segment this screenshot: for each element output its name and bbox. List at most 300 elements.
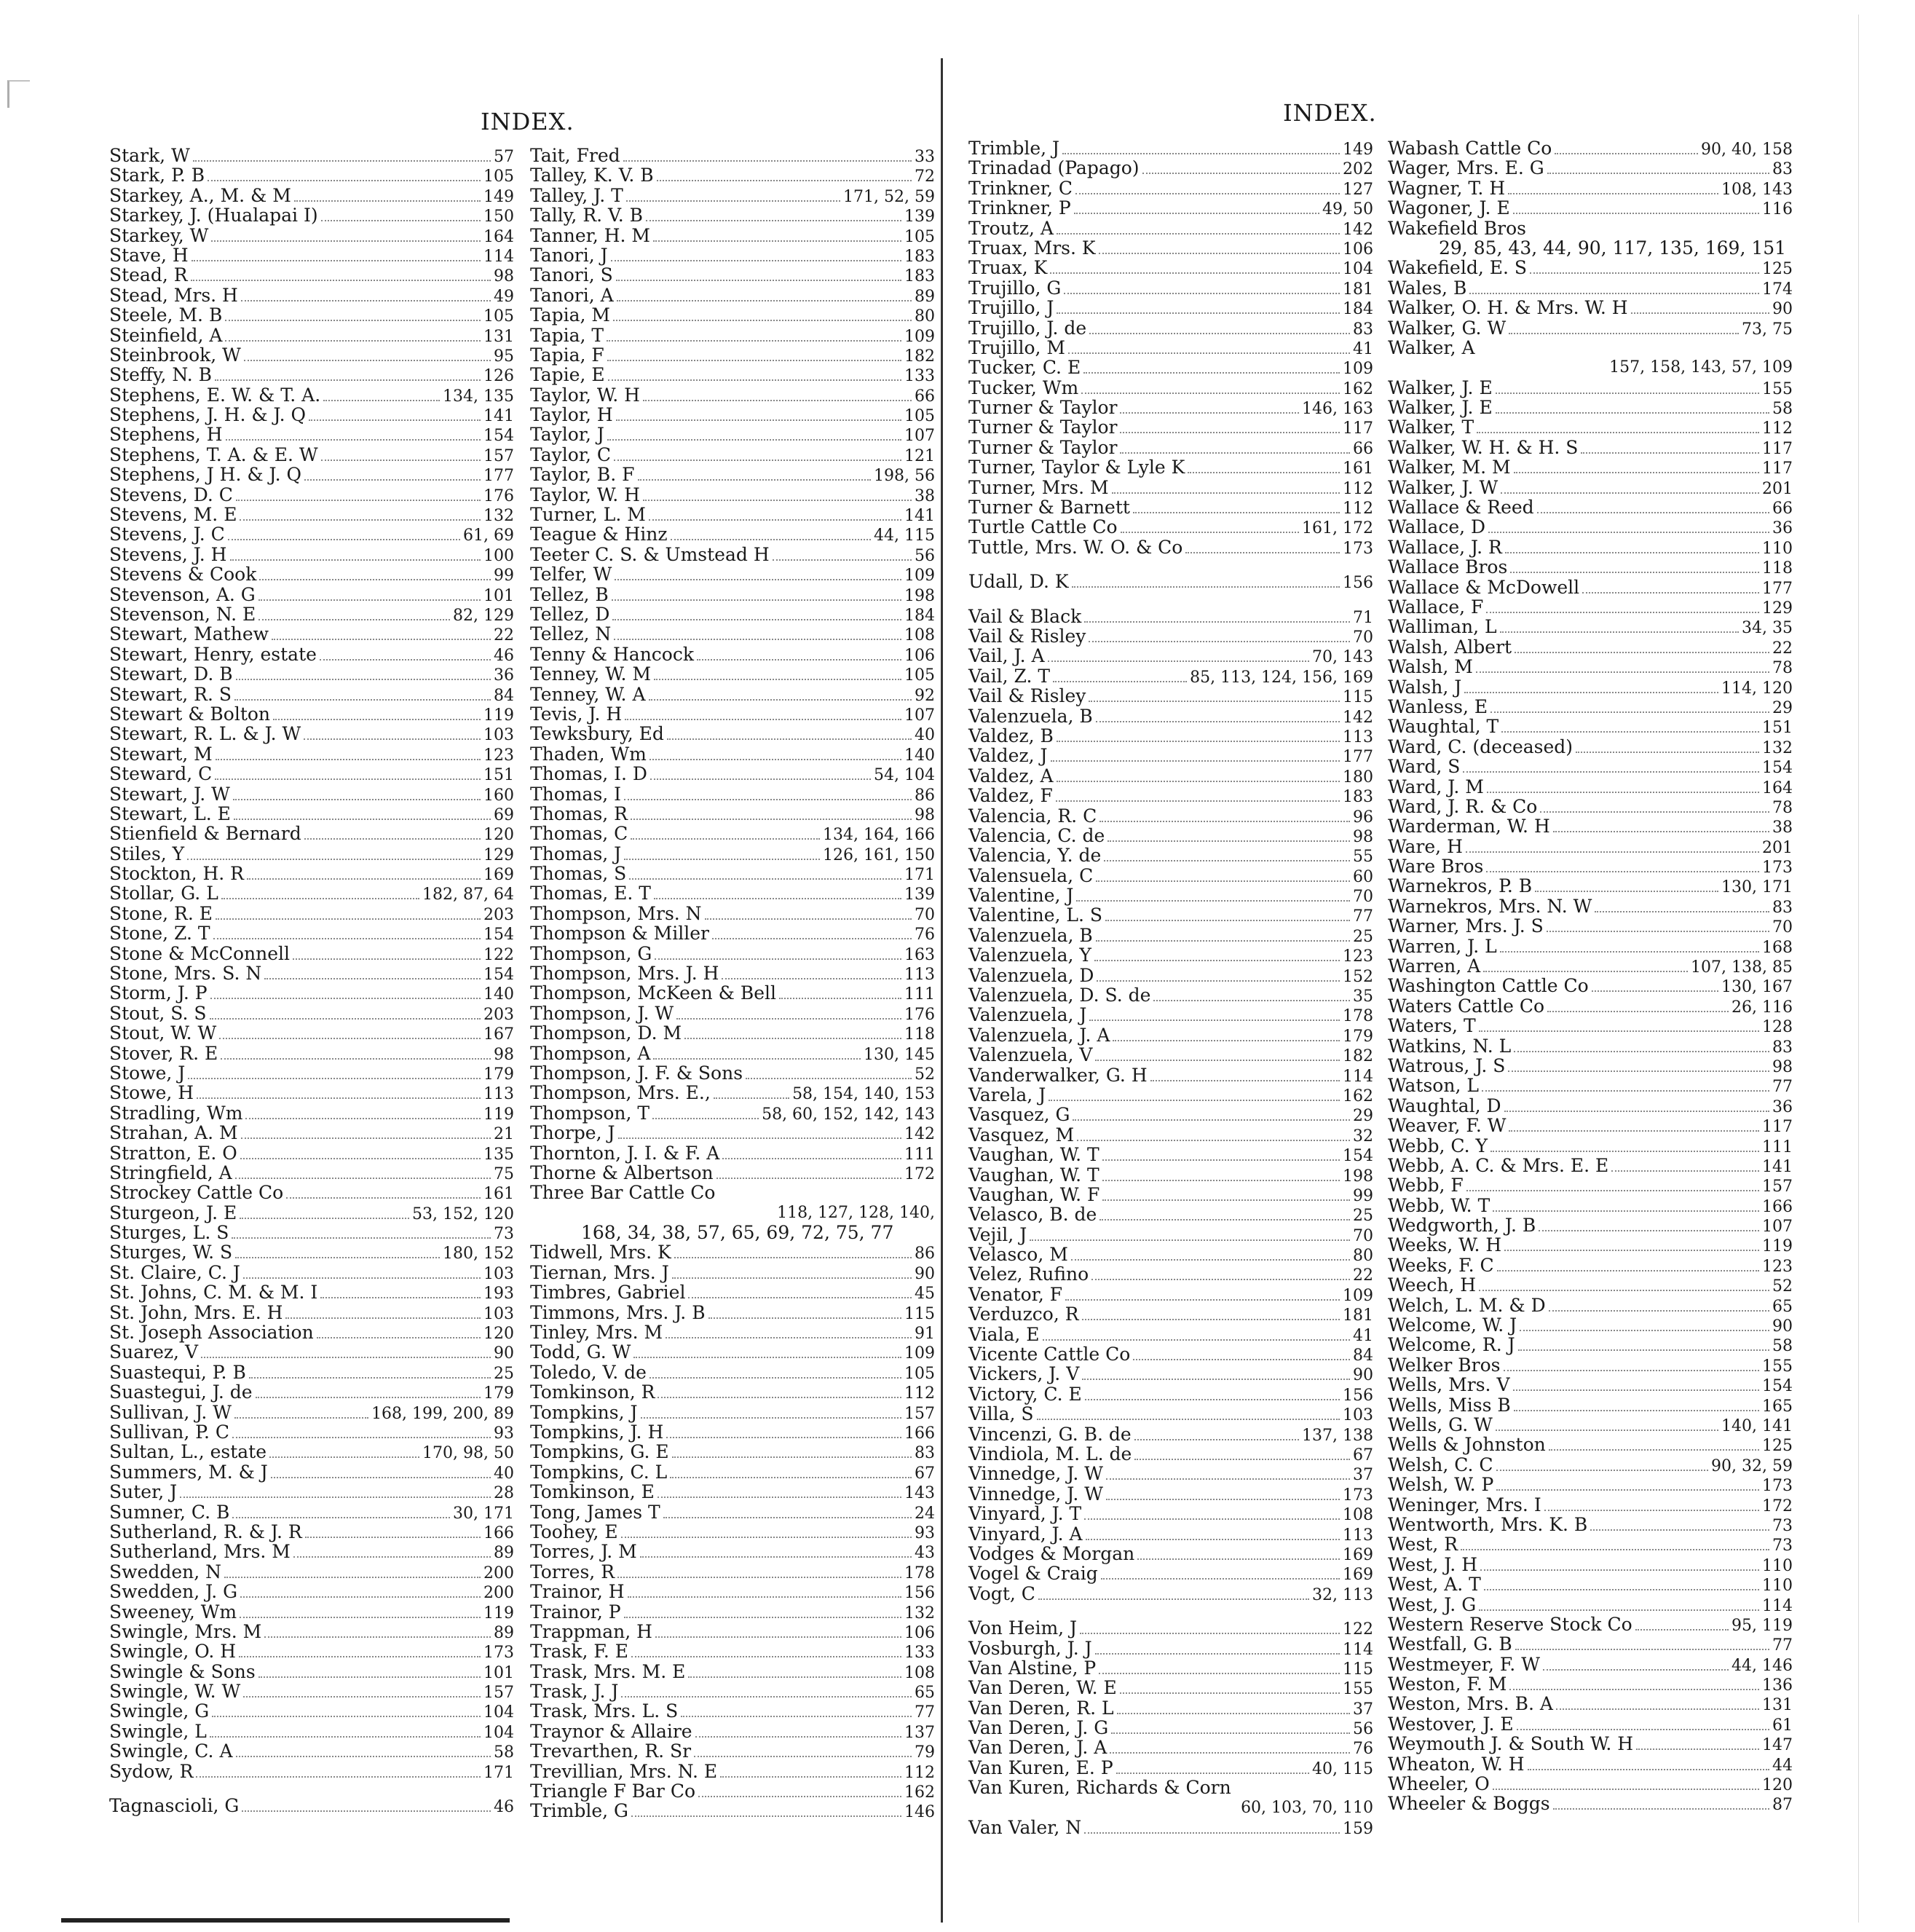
entry-name: Sturges, L. S (109, 1222, 229, 1244)
dot-leader (655, 1636, 901, 1638)
dot-leader (1107, 840, 1350, 842)
entry-name: Vosburgh, J. J (968, 1637, 1092, 1659)
entry-name: Venator, F (968, 1283, 1063, 1305)
dot-leader (215, 778, 481, 780)
entry-pages: 141 (904, 507, 935, 526)
entry-name: Walliman, L (1388, 616, 1497, 638)
dot-leader (618, 1137, 902, 1139)
entry-pages: 113 (483, 1085, 514, 1104)
entry-name: Von Heim, J (968, 1617, 1078, 1639)
dot-leader (607, 340, 901, 342)
index-entry (109, 1681, 514, 1701)
index-entry (1388, 318, 1793, 338)
entry-pages: 140, 141 (1721, 1417, 1793, 1435)
entry-pages: 41 (1353, 339, 1373, 358)
dot-leader (294, 200, 481, 202)
entry-name: Teague & Hinz (530, 524, 668, 545)
index-entry (1388, 1634, 1793, 1654)
index-entry (109, 1004, 514, 1023)
index-entry (1388, 1734, 1793, 1754)
dot-leader (649, 1377, 901, 1379)
entry-pages: 127 (1343, 180, 1373, 199)
index-entry (109, 824, 514, 843)
entry-name: Stead, Mrs. H (109, 284, 238, 306)
entry-pages: 73 (494, 1225, 514, 1244)
entry-name: Tellez, B (530, 583, 609, 605)
index-entry (968, 726, 1373, 746)
entry-pages: 122 (483, 945, 514, 964)
entry-pages: 182, 87, 64 (422, 886, 514, 904)
index-entry-continuation (1388, 238, 1793, 258)
entry-name: Trevarthen, R. Sr (530, 1740, 692, 1762)
dot-leader (256, 1397, 481, 1398)
entry-pages: 111 (904, 1145, 935, 1164)
entry-pages: 113 (1343, 1526, 1373, 1545)
entry-name: Stover, R. E (109, 1042, 218, 1064)
entry-name: Welcome, W. J (1388, 1314, 1517, 1336)
index-entry (968, 238, 1373, 258)
entry-pages: 46 (494, 646, 514, 665)
entry-pages: 109 (904, 1344, 935, 1363)
index-entry (109, 285, 514, 305)
entry-pages: 44, 146 (1732, 1656, 1793, 1675)
entry-name: Ward, C. (deceased) (1388, 736, 1574, 757)
index-entry (109, 405, 514, 425)
index-entry (530, 1143, 935, 1163)
entry-pages: 170, 98, 50 (422, 1444, 514, 1463)
entry-name: Swedden, N (109, 1561, 221, 1582)
dot-leader (1104, 860, 1350, 861)
entry-name: Truax, K (968, 257, 1048, 279)
entry-name: Tucker, Wm (968, 376, 1079, 398)
index-entry (530, 445, 935, 465)
entry-name: Tewksbury, Ed (530, 723, 664, 745)
entry-name: Ward, S (1388, 756, 1461, 778)
entry-name: Valenzuela, B (968, 924, 1093, 946)
entry-pages: 184 (904, 606, 935, 625)
index-entry (1388, 138, 1793, 158)
entry-pages: 86 (915, 1245, 935, 1263)
entry-pages: 174 (1762, 280, 1793, 299)
dot-leader (1096, 880, 1350, 882)
entry-name: Trujillo, J. de (968, 317, 1087, 339)
dot-leader (1048, 661, 1309, 662)
index-entry (109, 165, 514, 185)
entry-pages: 165 (1762, 1397, 1793, 1416)
entry-pages: 70 (1353, 628, 1373, 647)
entry-name: Stevens, D. C (109, 484, 233, 505)
dot-leader (1483, 971, 1688, 972)
entry-pages: 117 (1762, 460, 1793, 478)
entry-pages: 139 (904, 886, 935, 904)
entry-name: Thomas, S (530, 863, 627, 885)
dot-leader (1101, 1578, 1340, 1580)
entry-pages: 123 (483, 746, 514, 765)
dot-leader (224, 1577, 481, 1578)
index-entry (109, 1582, 514, 1601)
index-entry (109, 205, 514, 225)
dot-leader (621, 1696, 912, 1698)
entry-name: West, R (1388, 1534, 1458, 1556)
entry-name: Trappman, H (530, 1620, 652, 1642)
index-entry (530, 664, 935, 684)
entry-name: Swingle, G (109, 1700, 210, 1722)
dot-leader (1094, 960, 1340, 961)
entry-name: Sturges, W. S (109, 1242, 233, 1263)
index-entry (530, 1163, 935, 1183)
dot-leader (1501, 731, 1759, 733)
index-entry (968, 926, 1373, 945)
index-entry (530, 1263, 935, 1282)
entry-pages: 203 (483, 905, 514, 924)
entry-name: Sullivan, P. C (109, 1422, 230, 1443)
dot-leader (1635, 1629, 1729, 1631)
entry-name: Walker, O. H. & Mrs. W. H (1388, 297, 1628, 319)
entry-pages: 115 (1343, 688, 1373, 707)
dot-leader (320, 1297, 481, 1298)
entry-name: Valenzuela, B (968, 705, 1093, 727)
dot-leader (1082, 1379, 1350, 1380)
entry-name: Welcome, R. J (1388, 1334, 1515, 1356)
entry-pages: 131 (483, 327, 514, 346)
entry-pages: 179 (1343, 1027, 1373, 1046)
index-entry (968, 666, 1373, 686)
dot-leader (1514, 1410, 1759, 1411)
dot-leader (193, 160, 491, 162)
entry-name: Wagoner, J. E (1388, 197, 1510, 219)
entry-pages: 147 (1762, 1736, 1793, 1755)
dot-leader (1553, 1808, 1769, 1810)
index-entry (109, 923, 514, 943)
dot-leader (1592, 990, 1718, 992)
dot-leader (1068, 352, 1350, 354)
entry-name: Summers, M. & J (109, 1461, 268, 1483)
entry-name: Welsh, C. C (1388, 1454, 1493, 1475)
index-entry (530, 1063, 935, 1083)
entry-name: Velasco, B. de (968, 1204, 1097, 1226)
entry-pages: 60 (1353, 867, 1373, 886)
dot-leader (643, 500, 912, 501)
index-entry (109, 245, 514, 265)
entry-pages: 110 (1762, 1556, 1793, 1575)
entry-pages: 135 (483, 1145, 514, 1164)
dot-leader (1142, 173, 1340, 174)
entry-name: Wallace & McDowell (1388, 576, 1580, 598)
entry-name: Tellez, N (530, 623, 612, 645)
entry-pages: 66 (915, 387, 935, 406)
index-entry (109, 1422, 514, 1442)
dot-leader (631, 819, 912, 820)
entry-pages: 58 (1772, 1337, 1793, 1356)
index-entry (1388, 856, 1793, 876)
index-entry (1388, 338, 1793, 358)
entry-name: Tapia, F (530, 344, 604, 366)
entry-pages: 112 (1762, 419, 1793, 438)
index-entry (530, 624, 935, 644)
entry-name: Stark, W (109, 145, 190, 166)
index-entry (1388, 757, 1793, 776)
index-entry (109, 724, 514, 744)
entry-pages: 73 (1772, 1537, 1793, 1556)
entry-pages: 87 (1772, 1796, 1793, 1815)
entry-pages: 58 (494, 1743, 514, 1762)
dot-leader (240, 1617, 481, 1618)
entry-pages: 67 (915, 1464, 935, 1483)
entry-pages: 164 (1762, 778, 1793, 797)
entry-name: Vail, J. A (968, 645, 1045, 667)
index-entry (530, 1322, 935, 1342)
entry-name: Verduzco, R (968, 1304, 1079, 1325)
entry-name: Walker, T (1388, 417, 1474, 438)
entry-name: Stewart, M (109, 743, 213, 765)
entry-name: Velasco, M (968, 1244, 1068, 1266)
index-entry (530, 285, 935, 305)
entry-pages: 108 (904, 1663, 935, 1682)
entry-name: Torres, R (530, 1561, 615, 1582)
entry-name: Vail & Risley (968, 685, 1086, 707)
entry-name: Wallace, D (1388, 516, 1486, 538)
entry-pages: 104 (483, 1723, 514, 1742)
index-entry (1388, 1315, 1793, 1335)
entry-pages: 113 (1343, 728, 1373, 746)
entry-pages: 93 (915, 1523, 935, 1542)
index-entry (968, 1285, 1373, 1304)
bottom-rule (61, 1918, 510, 1923)
entry-pages: 53, 152, 120 (412, 1204, 514, 1223)
entry-pages: 91 (915, 1325, 935, 1344)
entry-name: Starkey, J. (Hualapai I) (109, 205, 318, 226)
dot-leader (641, 1417, 902, 1419)
entry-pages: 108 (904, 626, 935, 645)
index-entry (968, 1045, 1373, 1065)
index-entry (530, 545, 935, 564)
dot-leader (273, 719, 481, 720)
entry-pages: 173 (483, 1644, 514, 1663)
entry-name: Suarez, V (109, 1341, 198, 1363)
dot-leader (321, 460, 481, 461)
dot-leader (191, 280, 491, 281)
entry-pages: 55 (1353, 848, 1373, 867)
index-entry (1388, 1096, 1793, 1116)
index-entry (968, 905, 1373, 925)
index-spacer (968, 592, 1373, 607)
entry-name: Stowe, H (109, 1082, 194, 1104)
entry-pages: 103 (483, 1304, 514, 1323)
entry-name: Thompson & Miller (530, 923, 709, 945)
dot-leader (631, 1656, 901, 1657)
dot-leader (1515, 1649, 1769, 1650)
dot-leader (216, 918, 481, 920)
index-entry (1388, 1296, 1793, 1315)
dot-leader (247, 878, 481, 880)
dot-leader (1581, 452, 1759, 454)
index-entry (530, 1641, 935, 1661)
dot-leader (712, 938, 912, 939)
index-entry (109, 1602, 514, 1622)
entry-pages: 45 (915, 1285, 935, 1304)
entry-name: Wheeler, O (1388, 1773, 1490, 1795)
dot-leader (1493, 1789, 1759, 1790)
entry-pages: 83 (915, 1444, 935, 1463)
entry-name: Vinnedge, J. W (968, 1463, 1103, 1485)
entry-pages: 65 (915, 1684, 935, 1703)
entry-name: Valdez, J (968, 745, 1048, 767)
entry-name: Stratton, E. O (109, 1142, 237, 1164)
dot-leader (646, 220, 901, 221)
index-entry (530, 1382, 935, 1402)
dot-leader (654, 898, 901, 899)
dot-leader (1482, 1090, 1769, 1092)
entry-name: Stiles, Y (109, 843, 185, 864)
index-entry (109, 186, 514, 205)
index-entry (1388, 1455, 1793, 1475)
dot-leader (232, 1517, 450, 1518)
entry-name: Varela, J (968, 1084, 1046, 1105)
dot-leader (1486, 871, 1759, 872)
entry-pages: 157 (483, 1684, 514, 1703)
entry-name: Stewart, D. B (109, 663, 233, 685)
entry-name: Stout, S. S (109, 1002, 207, 1024)
index-entry (968, 746, 1373, 765)
index-entry (1388, 478, 1793, 497)
dot-leader (1084, 1518, 1340, 1520)
entry-name: St. Claire, C. J (109, 1261, 240, 1283)
entry-pages: 73, 75 (1742, 320, 1793, 339)
entry-name: Wabash Cattle Co (1388, 138, 1552, 159)
index-entry (109, 844, 514, 864)
entry-name: Stevens & Cook (109, 564, 257, 585)
dot-leader (1510, 572, 1759, 573)
index-entry (109, 1203, 514, 1223)
entry-name: Stienfield & Bernard (109, 823, 301, 845)
dot-leader (623, 160, 912, 162)
index-entry (109, 744, 514, 764)
entry-name: Thompson, McKeen & Bell (530, 982, 777, 1004)
entry-name: Thompson, J. F. & Sons (530, 1062, 743, 1084)
index-entry (530, 345, 935, 365)
entry-pages: 107, 138, 85 (1691, 958, 1793, 977)
entry-name: Vinyard, J. T (968, 1503, 1082, 1525)
entry-pages: 116 (1762, 200, 1793, 219)
entry-name: Tally, R. V. B (530, 205, 643, 226)
dot-leader (1514, 472, 1759, 473)
entry-name: Tompkins, J. H (530, 1422, 664, 1443)
entry-name: Trask, Mrs. L. S (530, 1700, 679, 1722)
entry-pages: 83 (1772, 160, 1793, 179)
index-entry (968, 1005, 1373, 1025)
index-entry (968, 198, 1373, 218)
index-entry (968, 417, 1373, 437)
dot-leader (629, 878, 901, 880)
index-entry (530, 1303, 935, 1322)
dot-leader (631, 838, 820, 840)
entry-pages: 169 (483, 866, 514, 885)
entry-name: Stark, P. B (109, 165, 205, 186)
dot-leader (196, 1776, 481, 1778)
index-entry (968, 138, 1373, 158)
dot-leader (323, 400, 440, 401)
index-entry (109, 1083, 514, 1103)
dot-leader (655, 958, 901, 960)
entry-name: Waughtal, D (1388, 1095, 1501, 1116)
entry-pages: 78 (1772, 659, 1793, 678)
entry-pages: 61 (1772, 1716, 1793, 1735)
dot-leader (1053, 681, 1187, 682)
index-entry (1388, 937, 1793, 956)
dot-leader (1515, 652, 1769, 653)
entry-name: Taylor, C (530, 443, 612, 465)
entry-pages: 95 (494, 347, 514, 366)
entry-pages: 157, 158, 143, 57, 109 (1609, 358, 1793, 377)
entry-pages: 89 (915, 287, 935, 306)
dot-leader (232, 1437, 491, 1438)
entry-name: Wallace, J. R (1388, 536, 1502, 558)
dot-leader (210, 1018, 481, 1020)
entry-pages: 149 (483, 187, 514, 206)
entry-pages: 149 (1343, 141, 1373, 159)
index-entry (1388, 1595, 1793, 1614)
dot-leader (210, 998, 481, 999)
entry-pages: 58, 154, 140, 153 (792, 1085, 935, 1104)
entry-pages: 126, 161, 150 (823, 845, 935, 864)
index-entry (530, 385, 935, 405)
index-entry (530, 165, 935, 185)
dot-leader (1537, 512, 1769, 513)
entry-pages: 70 (1772, 918, 1793, 937)
dot-leader (1057, 233, 1340, 234)
dot-leader (649, 759, 901, 760)
dot-leader (1496, 393, 1759, 394)
entry-name: Swingle, Mrs. M (109, 1620, 262, 1642)
index-entry (1388, 1076, 1793, 1095)
entry-pages: 77 (1772, 1636, 1793, 1655)
dot-leader (1549, 1310, 1769, 1312)
entry-name: Stradling, Wm (109, 1102, 243, 1124)
index-entry (1388, 777, 1793, 797)
index-entry (530, 923, 935, 943)
dot-leader (720, 1776, 901, 1778)
index-entry (1388, 1036, 1793, 1056)
entry-pages: 183 (904, 247, 935, 266)
dot-leader (242, 1810, 491, 1812)
dot-leader (1113, 1040, 1340, 1041)
entry-pages: 201 (1762, 838, 1793, 857)
entry-pages: 173 (1343, 539, 1373, 558)
dot-leader (241, 300, 491, 301)
entry-pages: 125 (1762, 1437, 1793, 1456)
entry-pages: 120 (483, 826, 514, 845)
dot-leader (1071, 1259, 1350, 1261)
entry-pages: 112 (904, 1763, 935, 1782)
index-entry (530, 305, 935, 325)
entry-name: Weninger, Mrs. I (1388, 1494, 1541, 1515)
index-entry (109, 1183, 514, 1202)
index-entry (530, 864, 935, 883)
entry-pages: 178 (1343, 1007, 1373, 1026)
entry-pages: 106 (904, 1623, 935, 1642)
index-entry (1388, 1136, 1793, 1156)
dot-leader (1479, 1030, 1759, 1032)
dot-leader (1477, 432, 1759, 433)
dot-leader (225, 340, 481, 342)
dot-leader (722, 978, 901, 979)
index-entry (109, 1701, 514, 1721)
dot-leader (259, 579, 491, 580)
entry-pages: 30, 171 (453, 1504, 514, 1523)
entry-name: Toohey, E (530, 1521, 618, 1542)
entry-pages: 77 (1353, 907, 1373, 926)
entry-name: Stevens, J. H (109, 543, 227, 565)
